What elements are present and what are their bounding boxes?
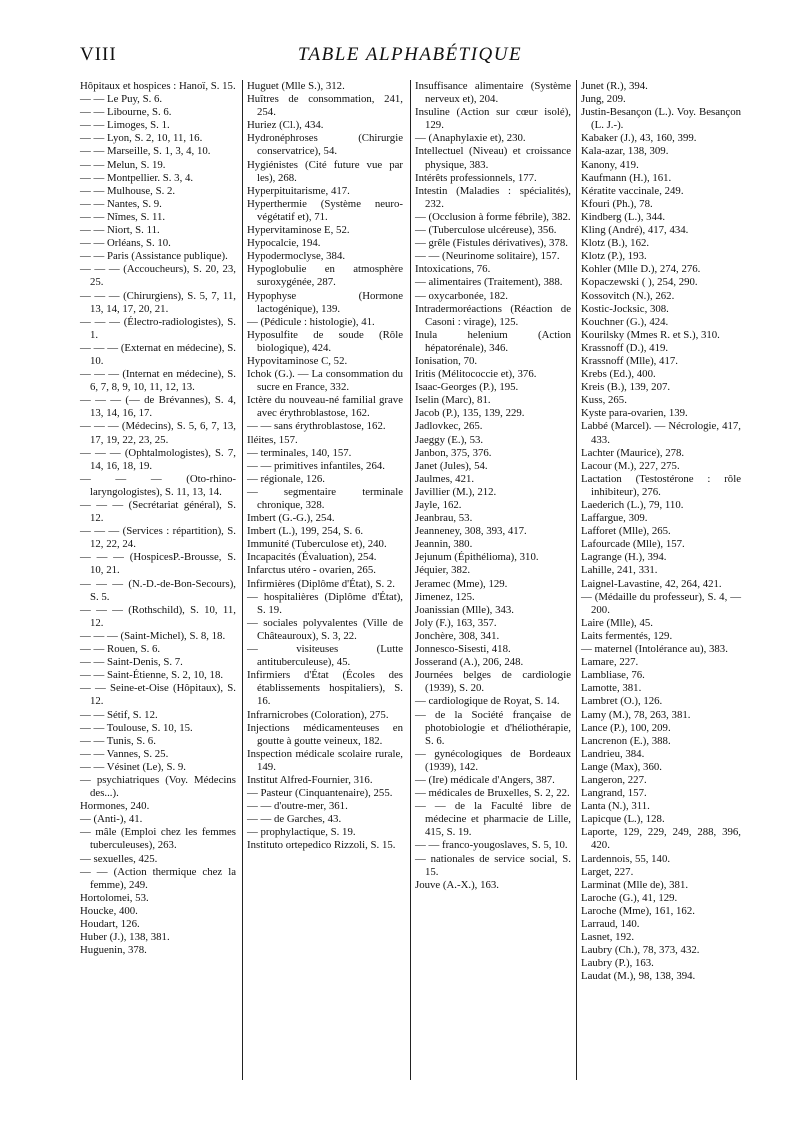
index-entry: — (Occlusion à forme fébrile), 382. — [415, 210, 571, 223]
index-entry: — visiteuses (Lutte antituberculeuse), 45. — [247, 643, 403, 669]
index-entry: Houcke, 400. — [80, 904, 138, 917]
index-column-3 — [410, 80, 571, 1080]
index-entry: Langeron, 227. — [581, 773, 647, 786]
index-entry: — — — (Électro-radiologistes), S. 1. — [80, 315, 236, 341]
index-entry: Lapicque (L.), 128. — [581, 813, 665, 826]
index-entry: Lahille, 241, 331. — [581, 564, 658, 577]
index-entry: Kohler (Mlle D.), 274, 276. — [581, 263, 701, 276]
index-entry: — — de la Faculté libre de médecine et pharmacie de Lille, 415, S. 19. — [415, 800, 571, 839]
index-entry: Institut Alfred-Fournier, 316. — [247, 773, 373, 786]
index-entry: Kostic-Jocksic, 308. — [581, 302, 669, 315]
index-entry: — nationales de service social, S. 15. — [415, 852, 571, 878]
index-entry: — — — (Internat en médecine), S. 6, 7, 8, 9, 10, 11, 12, 13. — [80, 368, 236, 394]
index-entry: — psychiatriques (Voy. Médecins des...). — [80, 773, 236, 800]
index-columns — [80, 80, 740, 1140]
index-entry: — — Libourne, S. 6. — [80, 106, 172, 119]
index-entry: — — Vannes, S. 25. — [80, 747, 169, 760]
index-column-2 — [242, 80, 403, 1080]
index-entry: Kfouri (Ph.), 78. — [581, 197, 653, 210]
index-entry: Incapacités (Évaluation), 254. — [247, 551, 377, 564]
index-entry: — — Sétif, S. 12. — [80, 708, 158, 721]
index-column-1 — [80, 80, 236, 957]
index-entry: Hypoglobulie en atmosphère suroxygénée, 287. — [247, 263, 403, 289]
index-entry: — — Nantes, S. 9. — [80, 197, 162, 210]
index-entry: Huguenin, 378. — [80, 944, 147, 957]
index-entry: Lafforet (Mlle), 265. — [581, 525, 671, 538]
index-entry: Laubry (Ch.), 78, 373, 432. — [581, 944, 700, 957]
index-entry: Jung, 209. — [581, 93, 626, 106]
index-entry: Laroche (G.), 41, 129. — [581, 891, 678, 904]
index-entry: Journées belges de cardiologie (1939), S. 20. — [415, 669, 571, 695]
index-entry: — (Tuberculose ulcéreuse), 356. — [415, 224, 557, 237]
index-entry: Intoxications, 76. — [415, 263, 491, 276]
index-entry: Lardennois, 55, 140. — [581, 852, 671, 865]
index-entry: — — de Garches, 43. — [247, 813, 342, 826]
index-entry: Lance (P.), 100, 209. — [581, 721, 671, 734]
index-entry: Jéquier, 382. — [415, 564, 471, 577]
index-entry: — — Montpellier. S. 3, 4. — [80, 171, 194, 184]
index-entry: Lanta (N.), 311. — [581, 800, 650, 813]
index-entry: — — Tunis, S. 6. — [80, 734, 156, 747]
index-entry: — segmentaire terminale chronique, 328. — [247, 485, 403, 511]
index-entry: — — primitives infantiles, 264. — [247, 459, 385, 472]
index-entry: Jeanbrau, 53. — [415, 512, 473, 525]
index-entry: Justin-Besançon (L.). Voy. Besançon (L. J.-). — [581, 106, 741, 132]
index-entry: — — — (Chirurgiens), S. 5, 7, 11, 13, 14, 17, 20, 21. — [80, 289, 236, 315]
index-entry: Hyperthermie (Système neuro-végétatif et), 71. — [247, 197, 403, 223]
index-entry: — — Mulhouse, S. 2. — [80, 184, 176, 197]
index-entry: — — Limoges, S. 1. — [80, 119, 170, 132]
index-entry: — — — (N.-D.-de-Bon-Secours), S. 5. — [80, 577, 236, 603]
index-entry: — sociales polyvalentes (Ville de Châteauroux), S. 3, 22. — [247, 616, 403, 642]
index-entry: Ionisation, 70. — [415, 354, 478, 367]
index-entry: Janet (Jules), 54. — [415, 459, 488, 472]
index-entry: — — Niort, S. 11. — [80, 224, 160, 237]
index-entry: — — — (Saint-Michel), S. 8, 18. — [80, 629, 226, 642]
index-entry: Kératite vaccinale, 249. — [581, 184, 684, 197]
index-entry: Iléites, 157. — [247, 433, 298, 446]
index-entry: Laudat (M.), 98, 138, 394. — [581, 970, 696, 983]
index-entry: — — — (Médecins), S. 5, 6, 7, 13, 17, 19, 22, 23, 25. — [80, 420, 236, 446]
index-entry: Landrieu, 384. — [581, 747, 645, 760]
index-entry: — — sans érythroblastose, 162. — [247, 420, 386, 433]
page-number: VIII — [80, 44, 117, 65]
index-entry: Infirmiers d'État (Écoles des établissements hospitaliers), S. 16. — [247, 669, 403, 708]
index-entry: Jeramec (Mme), 129. — [415, 577, 508, 590]
index-entry: Lamare, 227. — [581, 656, 639, 669]
index-entry: — — — (Oto-rhino-laryngologistes), S. 11, 13, 14. — [80, 472, 236, 498]
index-entry: Lacour (M.), 227, 275. — [581, 459, 680, 472]
index-entry: — — Rouen, S. 6. — [80, 643, 161, 656]
index-entry: — — Orléans, S. 10. — [80, 237, 171, 250]
index-entry: Houdart, 126. — [80, 918, 140, 930]
index-entry: — (Pédicule : histologie), 41. — [247, 315, 375, 328]
index-entry: — (Médaille du professeur), S. 4, — 200. — [581, 590, 741, 616]
index-entry: Hyperpituitarisme, 417. — [247, 184, 350, 197]
index-entry: — — — (Services : répartition), S. 12, 22, 24. — [80, 525, 236, 551]
index-entry: Kreis (B.), 139, 207. — [581, 381, 671, 394]
index-entry: Langrand, 157. — [581, 787, 647, 800]
index-entry: — régionale, 126. — [247, 472, 325, 485]
index-entry: Intellectuel (Niveau) et croissance physique, 383. — [415, 145, 571, 171]
index-entry: Hormones, 240. — [80, 800, 150, 813]
index-entry: Krassnoff (Mlle), 417. — [581, 354, 678, 367]
index-entry: — — d'outre-mer, 361. — [247, 800, 348, 813]
index-entry: Joanissian (Mlle), 343. — [415, 603, 514, 616]
index-entry: — cardiologique de Royat, S. 14. — [415, 695, 560, 708]
index-entry: Jonchère, 308, 341. — [415, 629, 500, 642]
index-entry: — — — (HospicesP.-Brousse, S. 10, 21. — [80, 551, 236, 577]
index-entry: Instituto ortepedico Rizzoli, S. 15. — [247, 839, 396, 852]
index-entry: Josserand (A.), 206, 248. — [415, 656, 524, 669]
index-entry: Intérêts professionnels, 177. — [415, 171, 537, 184]
index-entry: Kuss, 265. — [581, 394, 627, 407]
index-entry: Insuffisance alimentaire (Système nerveux et), 204. — [415, 80, 571, 106]
index-entry: Intestin (Maladies : spécialités), 232. — [415, 184, 571, 210]
index-entry: — (Ire) médicale d'Angers, 387. — [415, 773, 555, 786]
index-entry: — — — (Secrétariat général), S. 12. — [80, 499, 236, 525]
index-entry: — grêle (Fistules dérivatives), 378. — [415, 237, 568, 250]
index-entry: — — Paris (Assistance publique). — [80, 250, 228, 263]
index-entry: Laits fermentés, 129. — [581, 629, 673, 642]
index-entry: — — — (— de Brévannes), S. 4, 13, 14, 16, 17. — [80, 394, 236, 420]
index-entry: — — Seine-et-Oise (Hôpitaux), S. 12. — [80, 682, 236, 708]
index-entry: Larget, 227. — [581, 865, 634, 878]
index-entry: Inspection médicale scolaire rurale, 149. — [247, 747, 403, 773]
index-entry: Imbert (L.), 199, 254, S. 6. — [247, 525, 364, 538]
index-entry: Hôpitaux et hospices : Hanoï, S. 15. — [80, 80, 236, 92]
index-entry: — — (Neurinome solitaire), 157. — [415, 250, 560, 263]
index-entry: — — franco-yougoslaves, S. 5, 10. — [415, 839, 568, 852]
index-entry: Imbert (G.-G.), 254. — [247, 512, 335, 525]
page-header — [80, 44, 740, 74]
index-entry: Huriez (Cl.), 434. — [247, 119, 324, 132]
index-entry: — mâle (Emploi chez les femmes tuberculeuses), 263. — [80, 826, 236, 852]
index-entry: — sexuelles, 425. — [80, 852, 158, 865]
index-entry: — oxycarbonée, 182. — [415, 289, 508, 302]
index-entry: Jejunum (Épithélioma), 310. — [415, 551, 539, 564]
index-entry: — de la Société française de photobiologie et d'héliothérapie, S. 6. — [415, 708, 571, 747]
index-entry: Jacob (P.), 135, 139, 229. — [415, 407, 525, 420]
index-entry: Huîtres de consommation, 241, 254. — [247, 93, 403, 119]
index-entry: Jaulmes, 421. — [415, 472, 475, 485]
index-entry: — Pasteur (Cinquantenaire), 255. — [247, 787, 393, 800]
index-entry: — — Saint-Denis, S. 7. — [80, 656, 183, 669]
index-entry: Klotz (B.), 162. — [581, 237, 650, 250]
index-entry: Jadlovkec, 265. — [415, 420, 483, 433]
index-entry: Krassnoff (D.), 419. — [581, 341, 669, 354]
index-entry: Inula helenium (Action hépatorénale), 346. — [415, 328, 571, 354]
index-entry: Hyposulfite de soude (Rôle biologique), 424. — [247, 328, 403, 354]
index-entry: — terminales, 140, 157. — [247, 446, 352, 459]
index-entry: — — — (Accoucheurs), S. 20, 23, 25. — [80, 263, 236, 289]
index-entry: Jonnesco-Sisesti, 418. — [415, 643, 511, 656]
index-entry: Kossovitch (N.), 262. — [581, 289, 675, 302]
index-entry: — alimentaires (Traitement), 388. — [415, 276, 563, 289]
index-entry: — — Le Puy, S. 6. — [80, 93, 163, 106]
index-entry: Laignel-Lavastine, 42, 264, 421. — [581, 577, 722, 590]
index-entry: Laporte, 129, 229, 249, 288, 396, 420. — [581, 826, 741, 852]
index-entry: Laroche (Mme), 161, 162. — [581, 904, 695, 917]
index-entry: — — Marseille, S. 1, 3, 4, 10. — [80, 145, 211, 158]
index-entry: Hypophyse (Hormone lactogénique), 139. — [247, 289, 403, 315]
index-entry: — — Vésinet (Le), S. 9. — [80, 760, 186, 773]
index-entry: — (Anti-), 41. — [80, 813, 143, 826]
index-entry: Huguet (Mlle S.), 312. — [247, 80, 345, 92]
index-entry: — — Nîmes, S. 11. — [80, 210, 166, 223]
index-entry: Lambret (O.), 126. — [581, 695, 663, 708]
index-entry: Krebs (Ed.), 400. — [581, 368, 656, 381]
index-entry: Jouve (A.-X.), 163. — [415, 878, 499, 891]
index-entry: Javillier (M.), 212. — [415, 485, 497, 498]
index-entry: — gynécologiques de Bordeaux (1939), 142. — [415, 747, 571, 773]
index-entry: Kaufmann (H.), 161. — [581, 171, 672, 184]
index-entry: Iselin (Marc), 81. — [415, 394, 491, 407]
index-entry: Larminat (Mlle de), 381. — [581, 878, 689, 891]
index-entry: Labbé (Marcel). — Nécrologie, 417, 433. — [581, 420, 741, 446]
index-entry: — médicales de Bruxelles, S. 2, 22. — [415, 787, 570, 800]
index-entry: Hypovitaminose C, 52. — [247, 354, 348, 367]
index-entry: Ichok (G.). — La consommation du sucre en France, 332. — [247, 368, 403, 394]
index-entry: Infarctus utéro - ovarien, 265. — [247, 564, 376, 577]
index-entry: Insuline (Action sur cœur isolé), 129. — [415, 106, 571, 132]
index-entry: Ictère du nouveau-né familial grave avec érythroblastose, 162. — [247, 394, 403, 420]
index-entry: — prophylactique, S. 19. — [247, 826, 356, 839]
index-entry: Larraud, 140. — [581, 918, 640, 930]
index-entry: Lagrange (H.), 394. — [581, 551, 667, 564]
index-entry: Lachter (Maurice), 278. — [581, 446, 685, 459]
index-entry: Jaeggy (E.), 53. — [415, 433, 484, 446]
index-entry: — — Melun, S. 19. — [80, 158, 166, 171]
index-entry: — hospitalières (Diplôme d'État), S. 19. — [247, 590, 403, 616]
index-entry: Hypocalcie, 194. — [247, 237, 321, 250]
index-entry: Kouchner (G.), 424. — [581, 315, 669, 328]
index-entry: Jimenez, 125. — [415, 590, 475, 603]
index-entry: Lactation (Testostérone : rôle inhibiteur), 276. — [581, 472, 741, 498]
index-entry: Lange (Max), 360. — [581, 760, 662, 773]
index-entry: Iritis (Mélitococcie et), 376. — [415, 368, 537, 381]
index-entry: Junet (R.), 394. — [581, 80, 648, 92]
index-entry: Kyste para-ovarien, 139. — [581, 407, 688, 420]
index-entry: Infrarnicrobes (Coloration), 275. — [247, 708, 389, 721]
index-entry: Kanony, 419. — [581, 158, 639, 171]
index-entry: Kala-azar, 138, 309. — [581, 145, 669, 158]
index-entry: Laffargue, 309. — [581, 512, 648, 525]
index-entry: Kabaker (J.), 43, 160, 399. — [581, 132, 697, 145]
index-entry: Kindberg (L.), 344. — [581, 210, 666, 223]
index-entry: Intradermoréactions (Réaction de Casoni : virage), 125. — [415, 302, 571, 328]
index-entry: — — Saint-Étienne, S. 2, 10, 18. — [80, 669, 224, 682]
index-entry: Kourilsky (Mmes R. et S.), 310. — [581, 328, 720, 341]
index-column-4 — [576, 80, 741, 1080]
index-entry: Huber (J.), 138, 381. — [80, 931, 170, 944]
index-entry: Joly (F.), 163, 357. — [415, 616, 497, 629]
index-entry: Hypervitaminose E, 52. — [247, 224, 350, 237]
index-entry: — (Anaphylaxie et), 230. — [415, 132, 526, 145]
index-entry: Jayle, 162. — [415, 499, 462, 511]
index-entry: Lafourcade (Mlle), 157. — [581, 538, 685, 551]
index-entry: Jeanneney, 308, 393, 417. — [415, 525, 527, 538]
index-entry: Kling (André), 417, 434. — [581, 224, 689, 237]
index-entry: Hygiénistes (Cité future vue par les), 268. — [247, 158, 403, 184]
index-entry: Hydronéphroses (Chirurgie conservatrice), 54. — [247, 132, 403, 158]
index-entry: — — Toulouse, S. 10, 15. — [80, 721, 193, 734]
index-entry: Lasnet, 192. — [581, 931, 635, 944]
index-entry: Lambliase, 76. — [581, 669, 645, 682]
index-entry: — — (Action thermique chez la femme), 249. — [80, 865, 236, 891]
page-title: TABLE ALPHABÉTIQUE — [297, 44, 523, 65]
index-entry: — — — (Externat en médecine), S. 10. — [80, 341, 236, 367]
index-entry: Infirmières (Diplôme d'État), S. 2. — [247, 577, 395, 590]
index-entry: Klotz (P.), 193. — [581, 250, 647, 263]
index-entry: Immunité (Tuberculose et), 240. — [247, 538, 387, 551]
index-entry: Lancrenon (E.), 388. — [581, 734, 671, 747]
index-entry: Injections médicamenteuses en goutte à goutte veineux, 182. — [247, 721, 403, 747]
index-entry: Hortolomei, 53. — [80, 891, 149, 904]
index-entry: — — — (Ophtalmologistes), S. 7, 14, 16, 18, 19. — [80, 446, 236, 472]
index-entry: — — — (Rothschild), S. 10, 11, 12. — [80, 603, 236, 629]
index-entry: — — Lyon, S. 2, 10, 11, 16. — [80, 132, 203, 145]
index-entry: Janbon, 375, 376. — [415, 446, 492, 459]
index-entry: Kopaczewski ( ), 254, 290. — [581, 276, 698, 289]
index-entry: Laire (Mlle), 45. — [581, 616, 653, 629]
index-entry: Laederich (L.), 79, 110. — [581, 499, 684, 511]
index-entry: Laubry (P.), 163. — [581, 957, 654, 970]
index-entry: Lamotte, 381. — [581, 682, 642, 695]
index-entry: — maternel (Intolérance au), 383. — [581, 643, 728, 656]
index-entry: Hypodermoclyse, 384. — [247, 250, 346, 263]
index-entry: Jeannin, 380. — [415, 538, 473, 551]
index-entry: Isaac-Georges (P.), 195. — [415, 381, 519, 394]
index-entry: Lamy (M.), 78, 263, 381. — [581, 708, 691, 721]
